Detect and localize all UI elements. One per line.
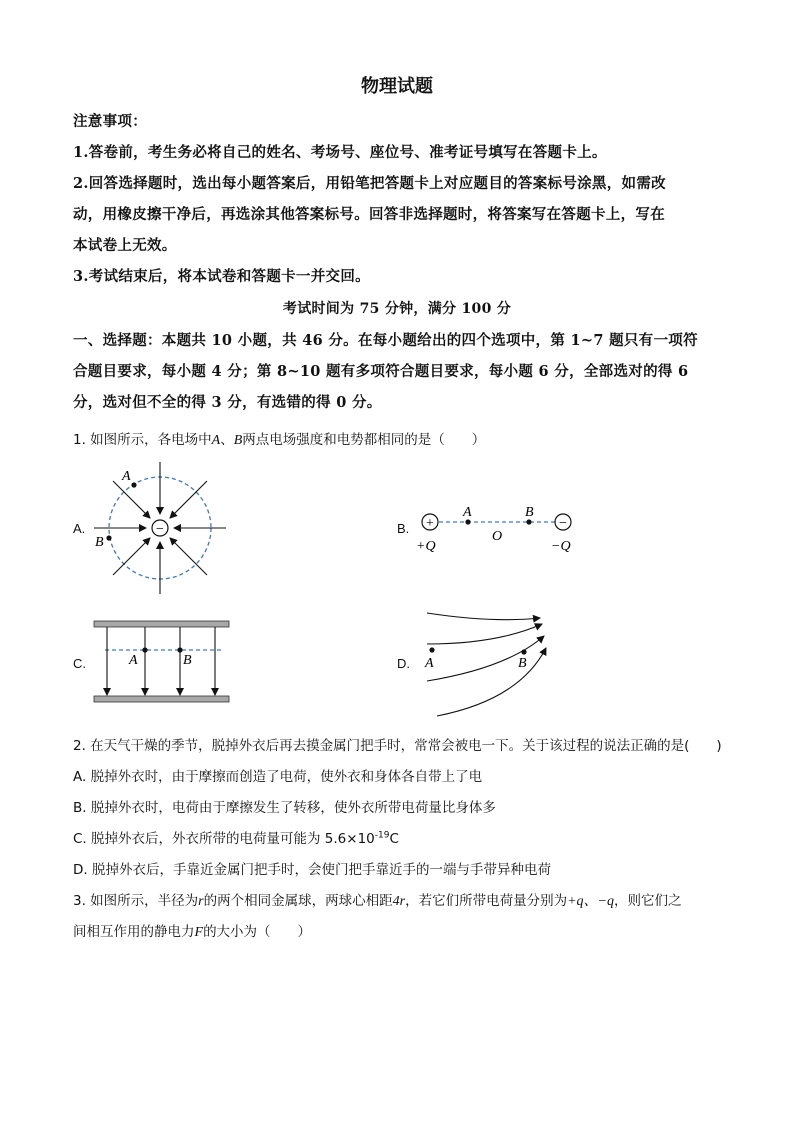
- point-a: [142, 647, 147, 652]
- notice-item-2-line-2: 动，用橡皮擦干净后，再选涂其他答案标号。回答非选择题时，将答案写在答题卡上，写在: [73, 206, 665, 223]
- notice-item-2-line-1: 2.回答选择题时，选出每小题答案后，用铅笔把答题卡上对应题目的答案标号涂黑，如需改: [73, 175, 666, 192]
- point-a-label: A: [463, 505, 472, 520]
- q3-text-2: 的两个相同金属球，两球心相距: [203, 893, 393, 909]
- field-lines: [107, 627, 215, 695]
- point-b-label: B: [95, 535, 104, 550]
- point-b: [521, 649, 526, 654]
- point-b-label: B: [183, 653, 192, 668]
- section-1-line-3: 分，选对但不全的得 3 分，有选错的得 0 分。: [73, 394, 382, 411]
- point-a-label: A: [425, 656, 434, 671]
- section-1-line-2: 合题目要求，每小题 4 分；第 8~10 题有多项符合题目要求，每小题 6 分，全部选对的得 6: [73, 363, 689, 380]
- q2-option-c: [73, 827, 399, 847]
- negative-charge-sign: −: [559, 516, 567, 531]
- q1-option-d-diagram: [420, 606, 555, 721]
- point-a: [429, 647, 434, 652]
- field-lines: [427, 613, 546, 716]
- q1-sep: 、: [220, 432, 234, 448]
- q3-text-5: 间相互作用的静电力: [73, 924, 195, 940]
- page-title: 物理试题: [361, 76, 433, 97]
- point-a: [465, 519, 470, 524]
- q1-stem: [73, 428, 485, 449]
- positive-charge-sign: +: [426, 516, 434, 531]
- point-a-label: A: [129, 653, 138, 668]
- point-b: [106, 535, 111, 540]
- positive-charge-label: +Q: [416, 539, 436, 554]
- q1-prefix: 1. 如图所示，各电场中: [73, 432, 212, 448]
- notice-item-1: 1.答卷前，考生务必将自己的姓名、考场号、座位号、准考证号填写在答题卡上。: [73, 144, 607, 161]
- q1-option-a-label: A.: [73, 521, 86, 536]
- bottom-plate: [94, 696, 229, 702]
- q3-text-4: ，则它们之: [613, 893, 682, 909]
- top-plate: [94, 621, 229, 627]
- point-a: [131, 482, 136, 487]
- q3-radius: r: [198, 894, 204, 909]
- q2-stem: 2. 在天气干燥的季节，脱掉外衣后再去摸金属门把手时，常常会被电一下。关于该过程的说法正确的是( ): [73, 738, 722, 754]
- q3-force: F: [194, 925, 204, 940]
- q3-text-6: 的大小为（ ）: [203, 924, 312, 940]
- point-b: [526, 519, 531, 524]
- point-b: [177, 647, 182, 652]
- q2-option-b: B. 脱掉外衣时，电荷由于摩擦发生了转移，使外衣所带电荷量比身体多: [73, 800, 496, 816]
- q1-option-c-diagram: [90, 618, 235, 708]
- point-b-label: B: [518, 656, 527, 671]
- q1-option-d-label: D.: [397, 656, 410, 671]
- negative-charge-sign: −: [156, 522, 164, 537]
- notice-item-3: 3.考试结束后，将本试卷和答题卡一并交回。: [73, 268, 370, 285]
- q3-stem-line-2: [73, 920, 311, 941]
- q3-text-3: ，若它们所带电荷量分别为: [405, 893, 568, 909]
- q1-option-b-diagram: [412, 500, 582, 558]
- exam-info: 考试时间为 75 分钟，满分 100 分: [282, 301, 512, 317]
- q2-option-c-unit: C: [389, 831, 399, 847]
- negative-charge-label: −Q: [551, 539, 571, 554]
- q3-stem-line-1: [73, 889, 681, 910]
- section-1-line-1: 一、选择题：本题共 10 小题，共 46 分。在每小题给出的四个选项中，第 1~7 题只有一项符: [73, 332, 698, 349]
- q1-var-b: B: [233, 433, 243, 448]
- q1-var-a: A: [211, 433, 221, 448]
- q1-option-b-label: B.: [397, 521, 410, 536]
- q2-option-c-text: C. 脱掉外衣后，外衣所带的电荷量可能为 5.6×10: [73, 831, 375, 847]
- point-a-label: A: [122, 469, 131, 484]
- notice-heading: 注意事项：: [73, 113, 147, 130]
- q1-option-c-label: C.: [73, 656, 86, 671]
- q2-option-c-exponent: -19: [374, 830, 390, 841]
- q3-charges: +q、−q: [567, 894, 614, 909]
- point-o-label: O: [492, 529, 503, 544]
- q2-option-d: D. 脱掉外衣后，手靠近金属门把手时，会使门把手靠近手的一端与手带异种电荷: [73, 862, 551, 878]
- point-b-label: B: [525, 505, 534, 520]
- q3-distance: 4r: [392, 894, 406, 909]
- q1-option-a-diagram: [92, 460, 232, 600]
- notice-item-2-line-3: 本试卷上无效。: [73, 237, 177, 254]
- q2-option-a: A. 脱掉外衣时，由于摩擦而创造了电荷，使外衣和身体各自带上了电: [73, 769, 483, 785]
- q3-text-1: 3. 如图所示，半径为: [73, 893, 199, 909]
- q1-suffix: 两点电场强度和电势都相同的是（ ）: [242, 432, 486, 448]
